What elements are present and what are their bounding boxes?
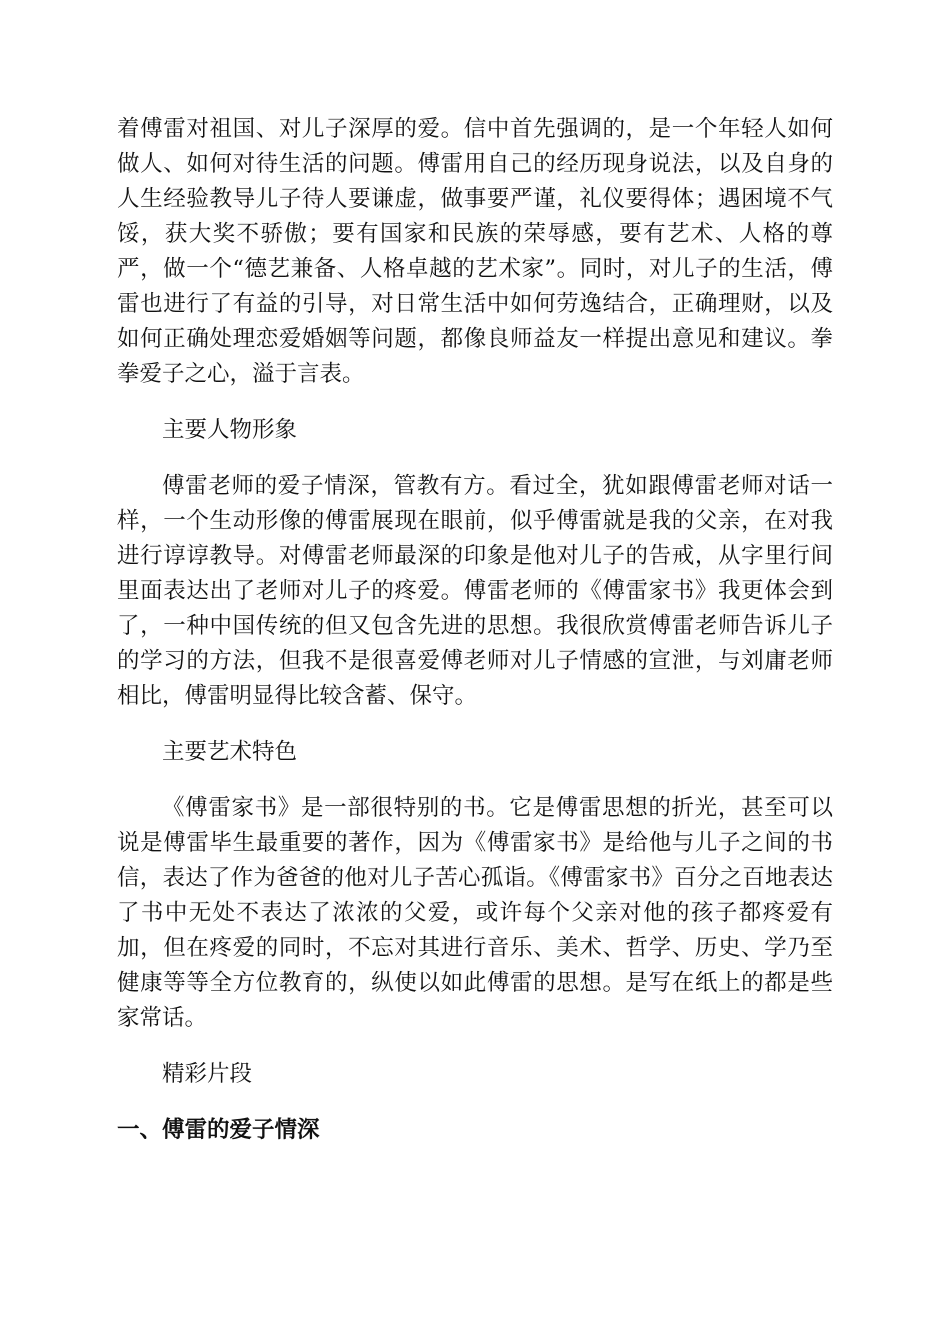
paragraph-intro: 着傅雷对祖国、对儿子深厚的爱。信中首先强调的，是一个年轻人如何做人、如何对待生活的问题。傅雷用自己的经历现身说法，以及自身的人生经验教导儿子待人要谦虚，做事要严谨，礼仪要得体；遇困境不气馁，获大奖不骄傲；要有国家和民族的荣辱感，要有艺术、人格的尊严，做一个“德艺兼备、人格卓越的艺术家”。同时，对儿子的生活，傅雷也进行了有益的引导，对日常生活中如何劳逸结合，正确理财，以及如何正确处理恋爱婚姻等问题，都像良师益友一样提出意见和建议。拳拳爱子之心，溢于言表。 [117, 116, 833, 387]
heading-characters: 主要人物形象 [162, 417, 298, 443]
document-body [117, 112, 833, 1148]
section-title-1: 一、傅雷的爱子情深 [117, 1117, 320, 1143]
heading-highlights: 精彩片段 [162, 1061, 253, 1087]
heading-art-features: 主要艺术特色 [162, 739, 298, 765]
paragraph-art-features: 《傅雷家书》是一部很特别的书。它是傅雷思想的折光，甚至可以说是傅雷毕生最重要的著作，因为《傅雷家书》是给他与儿子之间的书信，表达了作为爸爸的他对儿子苦心孤诣。《傅雷家书》百分之百地表达了书中无处不表达了浓浓的父爱，或许每个父亲对他的孩子都疼爱有加，但在疼爱的同时，不忘对其进行音乐、美术、哲学、历史、学乃至健康等等全方位教育的，纵使以如此傅雷的思想。是写在纸上的都是些家常话。 [117, 795, 833, 1031]
paragraph-characters: 傅雷老师的爱子情深，管教有方。看过全，犹如跟傅雷老师对话一样，一个生动形像的傅雷展现在眼前，似乎傅雷就是我的父亲，在对我进行谆谆教导。对傅雷老师最深的印象是他对儿子的告戒，从字里行间里面表达出了老师对儿子的疼爱。傅雷老师的《傅雷家书》我更体会到了，一种中国传统的但又包含先进的思想。我很欣赏傅雷老师告诉儿子的学习的方法，但我不是很喜爱傅老师对儿子情感的宣泄，与刘庸老师相比，傅雷明显得比较含蓄、保守。 [117, 473, 833, 709]
